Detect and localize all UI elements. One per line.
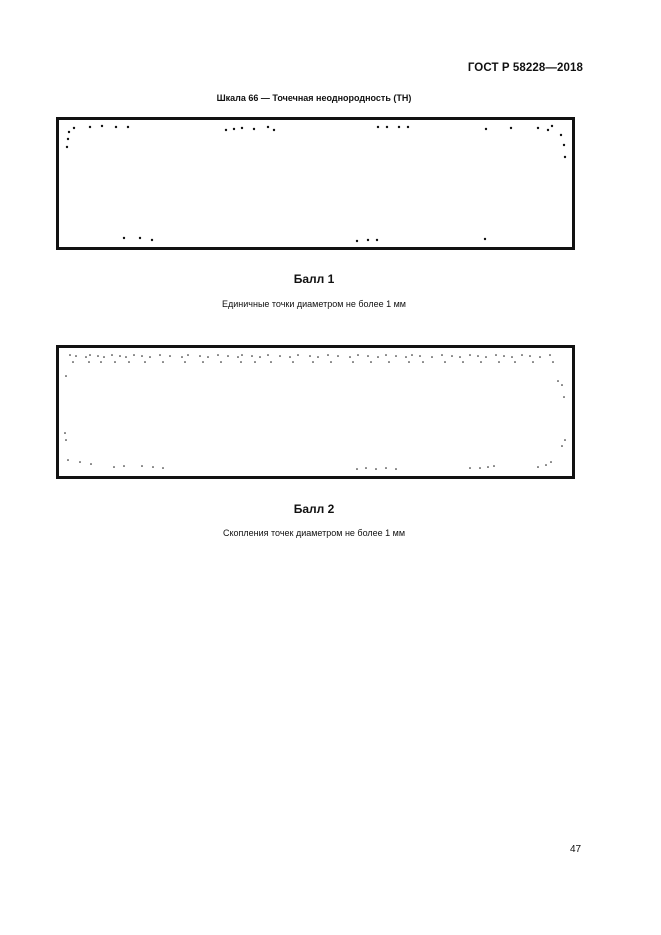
defect-dot [411,354,413,356]
defect-dot [337,355,339,357]
defect-dot [385,467,387,469]
defect-dot [292,361,294,363]
defect-dot [169,355,171,357]
defect-dot [267,354,269,356]
defect-dot [431,356,433,358]
defect-dot [88,125,90,127]
defect-dot [532,361,534,363]
defect-dot [385,354,387,356]
defect-dot [422,361,424,363]
defect-dot [564,439,566,441]
defect-dot [224,128,226,130]
defect-dot [395,355,397,357]
dot-pattern-grade-1 [56,117,575,250]
defect-dot [509,126,511,128]
document-code: ГОСТ Р 58228—2018 [467,62,583,74]
defect-dot [123,465,125,467]
defect-dot [388,361,390,363]
defect-dot [375,468,377,470]
defect-dot [495,354,497,356]
defect-dot [376,125,378,127]
defect-dot [312,361,314,363]
defect-dot [327,354,329,356]
defect-dot [272,128,274,130]
defect-dot [561,445,563,447]
defect-dot [266,125,268,127]
defect-dot [355,239,357,241]
defect-dot [149,356,151,358]
defect-dot [521,354,523,356]
defect-dot [67,130,69,132]
defect-dot [529,355,531,357]
defect-dot [397,125,399,127]
defect-dot [550,124,552,126]
defect-dot [69,354,71,356]
defect-dot [469,354,471,356]
defect-dot [405,356,407,358]
defect-dot [451,355,453,357]
defect-dot [66,137,68,139]
defect-dot [119,355,121,357]
defect-dot [220,361,222,363]
defect-dot [89,354,91,356]
defect-dot [367,355,369,357]
defect-dot [90,463,92,465]
defect-dot [237,356,239,358]
defect-dot [207,356,209,358]
defect-dot [419,355,421,357]
defect-dot [114,361,116,363]
defect-dot [72,126,74,128]
defect-dot [252,127,254,129]
defect-dot [162,467,164,469]
defect-dot [217,354,219,356]
defect-dot [133,354,135,356]
defect-dot [85,356,87,358]
defect-dot [498,361,500,363]
defect-dot [240,361,242,363]
defect-dot [477,355,479,357]
defect-dot [406,125,408,127]
defect-dot [199,355,201,357]
defect-dot [181,356,183,358]
defect-dot [514,361,516,363]
defect-dot [184,361,186,363]
page-number: 47 [570,844,582,855]
defect-dot [64,432,66,434]
defect-dot [232,127,234,129]
defect-dot [444,361,446,363]
defect-dot [100,361,102,363]
defect-dot [539,356,541,358]
defect-dot [356,468,358,470]
defect-dot [138,236,140,238]
defect-dot [480,361,482,363]
defect-dot [111,354,113,356]
defect-dot [65,375,67,377]
defect-dot [144,361,146,363]
defect-dot [75,355,77,357]
defect-dot [241,354,243,356]
defect-dot [557,380,559,382]
defect-dot [289,356,291,358]
defect-dot [537,466,539,468]
defect-dot [103,356,105,358]
defect-dot [441,354,443,356]
defect-dot [485,356,487,358]
defect-dot [545,464,547,466]
defect-dot [469,467,471,469]
defect-dot [511,356,513,358]
defect-dot [72,361,74,363]
defect-dot [150,238,152,240]
defect-dot [251,355,253,357]
defect-dot [187,354,189,356]
defect-dot [114,125,116,127]
defect-dot [366,238,368,240]
defect-dot [330,361,332,363]
defect-dot [279,355,281,357]
defect-dot [563,155,565,157]
defect-dot [141,355,143,357]
grade-2-title: Балл 2 [293,502,335,516]
defect-dot [559,133,561,135]
defect-dot [552,361,554,363]
grade-2-description: Скопления точек диаметром не более 1 мм [222,528,406,538]
defect-dot [65,145,67,147]
defect-dot [128,361,130,363]
defect-dot [385,125,387,127]
defect-dot [79,461,81,463]
defect-dot [100,124,102,126]
defect-dot [395,468,397,470]
defect-dot [550,461,552,463]
defect-dot [126,125,128,127]
defect-dot [536,126,538,128]
defect-dot [88,361,90,363]
grade-1-description: Единичные точки диаметром не более 1 мм [222,299,406,309]
defect-dot [562,143,564,145]
defect-dot [141,465,143,467]
defect-dot [563,396,565,398]
defect-dot [549,354,551,356]
defect-dot [493,465,495,467]
defect-dot [408,361,410,363]
scale-title: Шкала 66 — Точечная неоднородность (ТН) [216,93,412,103]
defect-dot [97,355,99,357]
defect-dot [254,361,256,363]
defect-dot [65,439,67,441]
defect-dot [546,128,548,130]
defect-dot [122,236,124,238]
sample-panel-grade-1 [56,117,575,250]
defect-dot [162,361,164,363]
defect-dot [357,354,359,356]
defect-dot [317,356,319,358]
defect-dot [459,356,461,358]
defect-dot [375,238,377,240]
defect-dot [365,467,367,469]
defect-dot [227,355,229,357]
defect-dot [240,126,242,128]
defect-dot [67,459,69,461]
grade-1-title: Балл 1 [293,272,335,286]
defect-dot [377,356,379,358]
defect-dot [113,466,115,468]
sample-panel-grade-2 [56,345,575,479]
defect-dot [259,356,261,358]
defect-dot [487,466,489,468]
defect-dot [370,361,372,363]
defect-dot [297,354,299,356]
defect-dot [349,356,351,358]
defect-dot [159,354,161,356]
defect-dot [352,361,354,363]
dot-pattern-grade-2 [56,345,575,479]
defect-dot [202,361,204,363]
defect-dot [561,384,563,386]
defect-dot [309,355,311,357]
defect-dot [270,361,272,363]
defect-dot [479,467,481,469]
defect-dot [125,356,127,358]
defect-dot [503,355,505,357]
defect-dot [484,127,486,129]
defect-dot [483,237,485,239]
defect-dot [462,361,464,363]
defect-dot [152,466,154,468]
